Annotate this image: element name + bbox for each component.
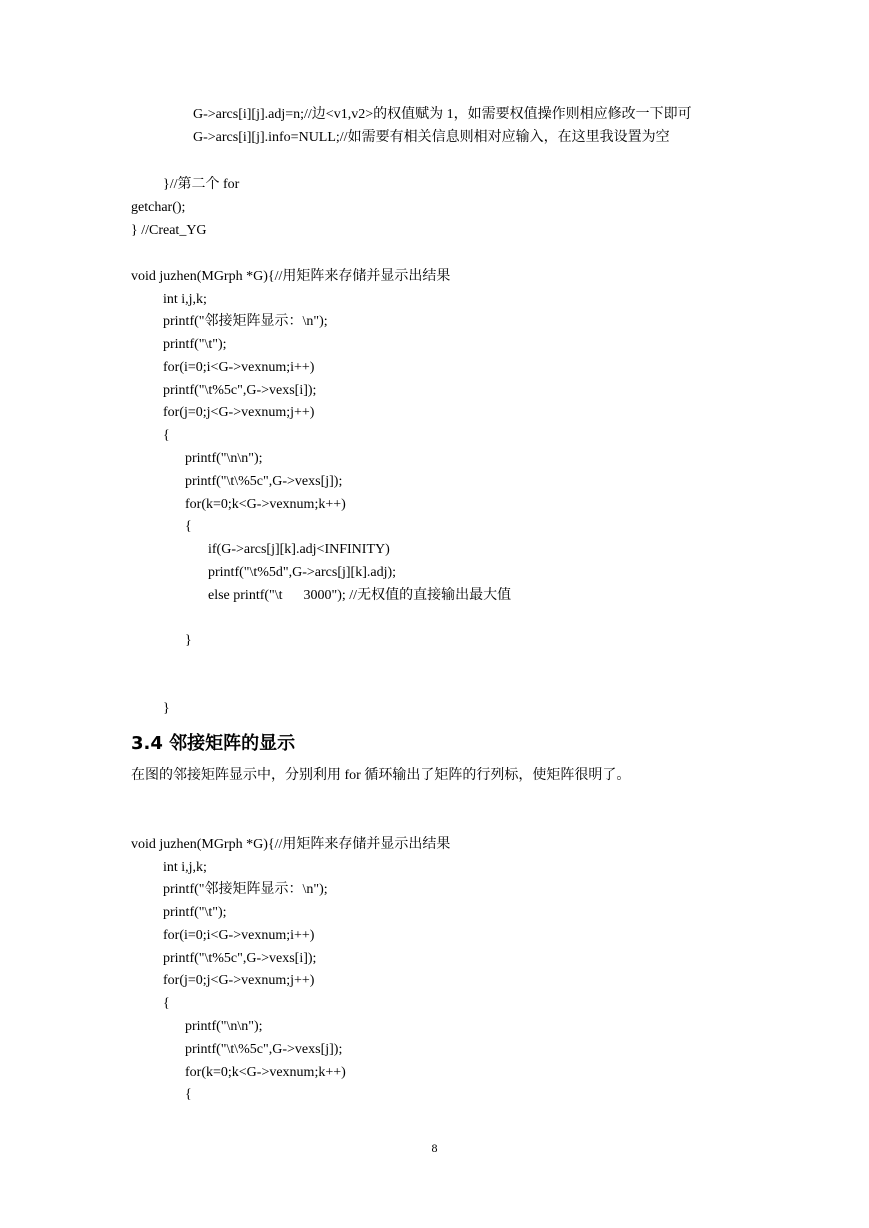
code-line: printf("\t%5d",G->arcs[j][k].adj); [208, 565, 397, 580]
code-line: printf("\t%5c",G->vexs[i]); [163, 383, 317, 398]
code-line: for(k=0;k<G->vexnum;k++) [185, 1065, 346, 1080]
code-line: for(k=0;k<G->vexnum;k++) [185, 497, 346, 512]
code-line: { [163, 428, 170, 443]
code-line: getchar(); [131, 200, 186, 215]
code-line: else printf("\t 3000"); //无权值的直接输出最大值 [208, 588, 512, 603]
code-line: printf("\t%5c",G->vexs[i]); [163, 951, 317, 966]
code-line: { [185, 519, 192, 534]
code-line: G->arcs[i][j].adj=n;//边<v1,v2>的权值赋为 1，如需要权值操作则相应修改一下即可 [193, 107, 692, 122]
code-line: }//第二个 for [163, 177, 240, 192]
body-paragraph: 在图的邻接矩阵显示中，分别利用 for 循环输出了矩阵的行列标，使矩阵很明了。 [131, 768, 631, 783]
code-line: int i,j,k; [163, 860, 207, 875]
code-line: printf("邻接矩阵显示：\n"); [163, 882, 328, 897]
code-line: printf("邻接矩阵显示：\n"); [163, 314, 328, 329]
code-line: printf("\t\%5c",G->vexs[j]); [185, 474, 343, 489]
code-line: printf("\t"); [163, 337, 227, 352]
code-line: printf("\t"); [163, 905, 227, 920]
code-line: for(j=0;j<G->vexnum;j++) [163, 973, 315, 988]
code-line: for(i=0;i<G->vexnum;i++) [163, 360, 315, 375]
code-line: } [163, 701, 170, 716]
code-line: } //Creat_YG [131, 223, 207, 238]
code-line: void juzhen(MGrph *G){//用矩阵来存储并显示出结果 [131, 837, 451, 852]
code-line: G->arcs[i][j].info=NULL;//如需要有相关信息则相对应输入，在这里我设置为空 [193, 130, 670, 145]
page-number: 8 [431, 1141, 438, 1155]
code-line: { [163, 996, 170, 1011]
code-line: for(i=0;i<G->vexnum;i++) [163, 928, 315, 943]
code-line: printf("\n\n"); [185, 1019, 263, 1034]
code-line: void juzhen(MGrph *G){//用矩阵来存储并显示出结果 [131, 269, 451, 284]
code-line: { [185, 1087, 192, 1102]
code-line: if(G->arcs[j][k].adj<INFINITY) [208, 542, 390, 557]
code-line: for(j=0;j<G->vexnum;j++) [163, 405, 315, 420]
code-line: printf("\t\%5c",G->vexs[j]); [185, 1042, 343, 1057]
section-heading: 3.4 邻接矩阵的显示 [131, 733, 296, 754]
code-line: } [185, 633, 192, 648]
code-line: printf("\n\n"); [185, 451, 263, 466]
code-line: int i,j,k; [163, 292, 207, 307]
